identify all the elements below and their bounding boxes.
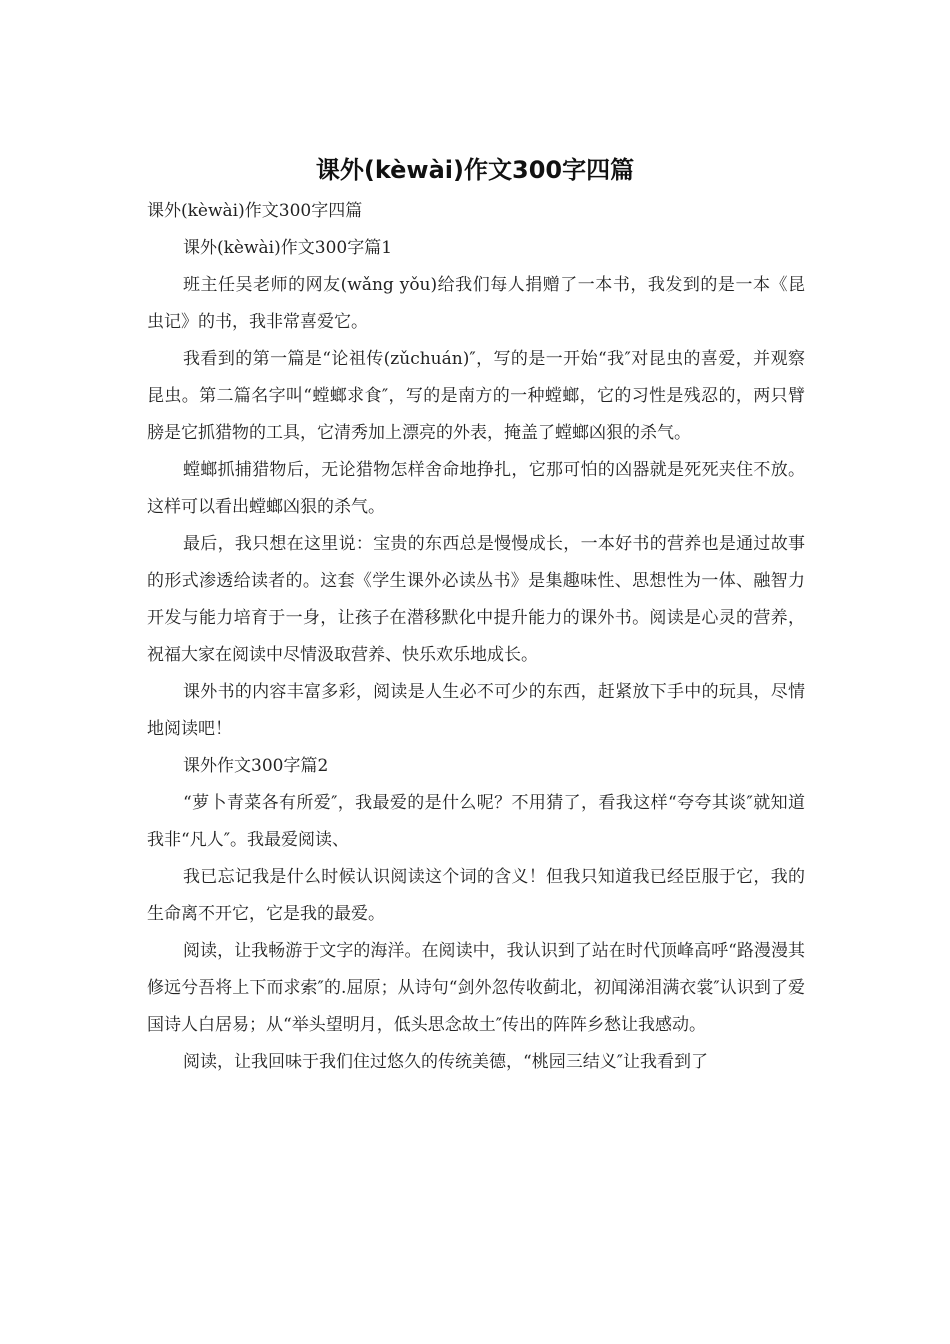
section-heading-1: 课外(kèwài)作文300字篇1	[183, 238, 393, 258]
paragraph: 我已忘记我是什么时候认识阅读这个词的含义！但我只知道我已经臣服于它，我的生命离不开它，它是我的最爱。	[147, 867, 805, 924]
paragraph: 课外书的内容丰富多彩，阅读是人生必不可少的东西，赶紧放下手中的玩具，尽情地阅读吧！	[147, 682, 805, 739]
paragraph: 我看到的第一篇是“论祖传(zǔchuán)″，写的是一开始“我″对昆虫的喜爱，并观察昆虫。第二篇名字叫“螳螂求食″，写的是南方的一种螳螂，它的习性是残忍的，两只臂膀是它抓猎物的工具，它清秀加上漂亮的外表，掩盖了螳螂凶狠的杀气。	[147, 349, 805, 443]
paragraph: “萝卜青菜各有所爱″，我最爱的是什么呢？不用猜了，看我这样“夸夸其谈″就知道我非“凡人″。我最爱阅读、	[147, 793, 805, 850]
paragraph: 最后，我只想在这里说：宝贵的东西总是慢慢成长，一本好书的营养也是通过故事的形式渗透给读者的。这套《学生课外必读丛书》是集趣味性、思想性为一体、融智力开发与能力培育于一身，让孩子在潜移默化中提升能力的课外书。阅读是心灵的营养，祝福大家在阅读中尽情汲取营养、快乐欢乐地成长。	[147, 534, 805, 665]
paragraph: 阅读，让我回味于我们住过悠久的传统美德，“桃园三结义″让我看到了	[183, 1052, 709, 1072]
section-heading-2: 课外作文300字篇2	[183, 756, 329, 776]
paragraph: 阅读，让我畅游于文字的海洋。在阅读中，我认识到了站在时代顶峰高呼“路漫漫其修远兮吾将上下而求索″的.屈原；从诗句“剑外忽传收蓟北，初闻涕泪满衣裳″认识到了爱国诗人白居易；从“举头望明月，低头思念故土″传出的阵阵乡愁让我感动。	[147, 941, 805, 1035]
document-body	[147, 193, 805, 1081]
paragraph: 班主任吴老师的网友(wǎng yǒu)给我们每人捐赠了一本书，我发到的是一本《昆虫记》的书，我非常喜爱它。	[147, 275, 805, 332]
paragraph: 螳螂抓捕猎物后，无论猎物怎样舍命地挣扎，它那可怕的凶器就是死死夹住不放。这样可以看出螳螂凶狠的杀气。	[147, 460, 805, 517]
document-title: 课外(kèwài)作文300字四篇	[315, 156, 635, 184]
subtitle-line: 课外(kèwài)作文300字四篇	[147, 201, 363, 221]
